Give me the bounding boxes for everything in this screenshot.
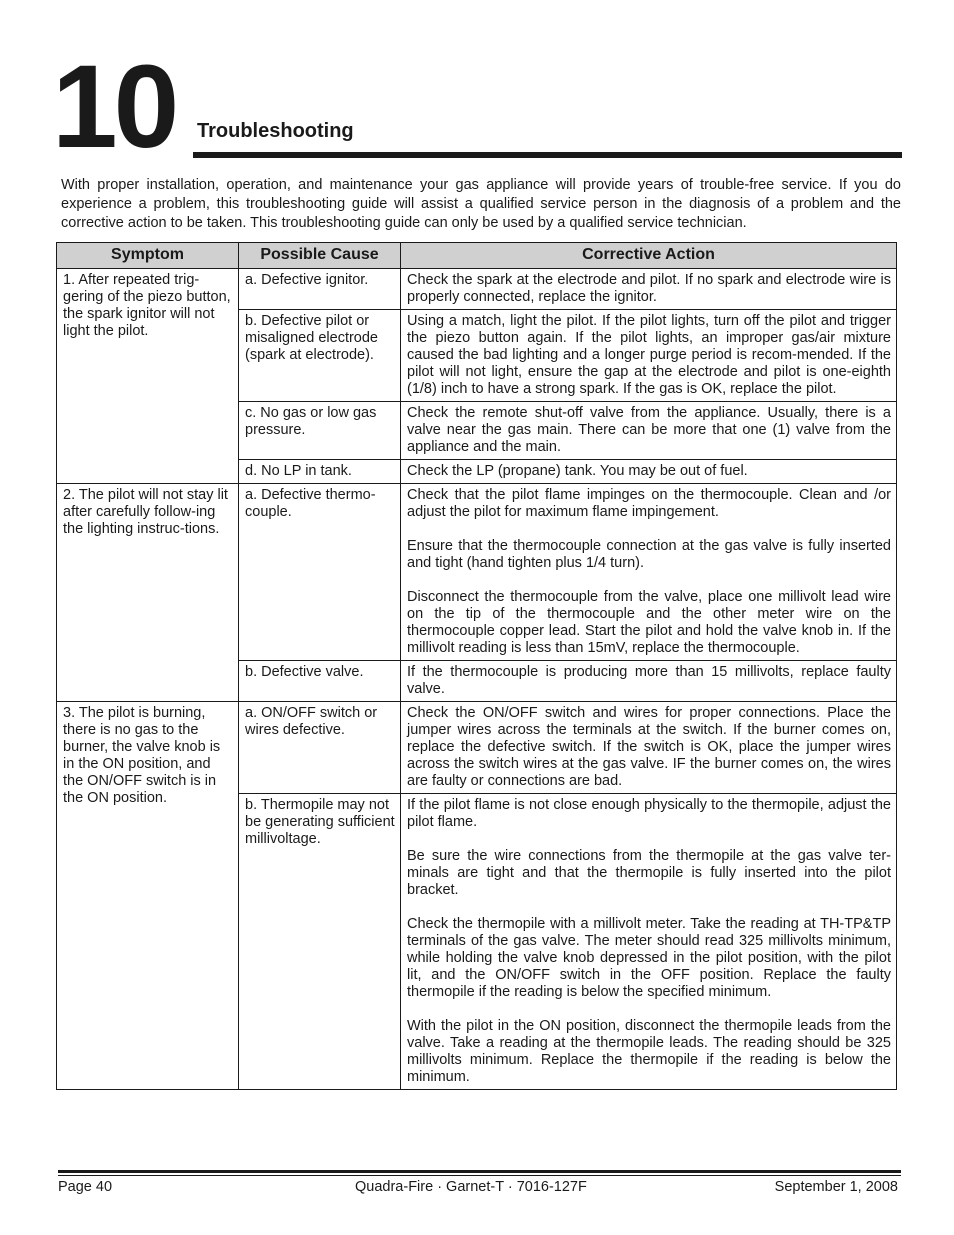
action-cell xyxy=(401,402,897,460)
action-text: Check the thermopile with a millivolt meter. Take the reading at TH-TP&TP terminals of the gas valve. The meter should read 325 millivolts minimum, while holding the valve knob depressed in the pilot position, with the pilot lit, and the ON/OFF switch in the OFF position. Replace the faulty thermopile if the reading is below the specified minimum. xyxy=(407,916,891,1000)
footer-page-number: Page 40 xyxy=(58,1179,113,1195)
cause-cell: a. ON/OFF switch or wires defective. xyxy=(239,702,401,794)
action-cell xyxy=(401,702,897,794)
action-text: Be sure the wire connections from the thermopile at the gas valve ter-minals are tight and that the thermopile is fully inserted into the pilot bracket. xyxy=(407,848,891,898)
action-text: Check the ON/OFF switch and wires for proper connections. Place the jumper wires across the terminals at the switch. If the burner comes on, replace the defective switch. If the switch is OK, place the jumper wires across the switch wires at the gas valve. IF the burner comes on, the wires are faulty or connections are bad. xyxy=(407,705,891,789)
action-text: Check that the pilot flame impinges on the thermocouple. Clean and /or adjust the pilot for maximum flame impingement. xyxy=(407,487,891,520)
title-rule xyxy=(193,152,902,158)
footer-document-id: Quadra-Fire · Garnet-T · 7016-127F xyxy=(355,1179,587,1195)
header-symptom: Symptom xyxy=(57,243,239,269)
action-cell xyxy=(401,460,897,484)
action-cell xyxy=(401,269,897,310)
cause-cell: a. Defective ignitor. xyxy=(239,269,401,310)
table-header-row xyxy=(57,243,897,269)
table-row xyxy=(57,484,897,661)
chapter-number: 10 xyxy=(52,41,176,173)
footer-rule-thick xyxy=(58,1170,901,1173)
action-text: Using a match, light the pilot. If the pilot lights, turn off the pilot and trigger the piezo button again. If the pilot lights, an improper gas/air mixture caused the bad lighting and a longer purge period is recom-mended. If the pilot will not light, ensure the gap at the electrode and pilot is one-eighth (1/8) inch to have a strong spark. If the gas is OK, replace the pilot. xyxy=(407,313,891,397)
header-possible-cause: Possible Cause xyxy=(239,243,401,269)
action-text: Check the LP (propane) tank. You may be out of fuel. xyxy=(407,463,748,479)
action-cell xyxy=(401,794,897,1090)
action-text: If the thermocouple is producing more than 15 millivolts, replace faulty valve. xyxy=(407,664,891,697)
action-text: With the pilot in the ON position, disconnect the thermopile leads from the valve. Take a reading at the thermopile leads. The reading should be 325 millivolts minimum. Replace the thermopile if the reading is below the minimum. xyxy=(407,1018,891,1085)
symptom-cell: 2. The pilot will not stay lit after carefully follow-ing the lighting instruc-tions. xyxy=(57,484,239,702)
action-cell xyxy=(401,310,897,402)
cause-cell: b. Defective pilot or misaligned electrode (spark at electrode). xyxy=(239,310,401,402)
table-row xyxy=(57,702,897,794)
action-text: Disconnect the thermocouple from the valve, place one millivolt lead wire on the tip of the thermocouple and the other meter wire on the thermocouple copper lead. Start the pilot and hold the valve knob in. If the millivolt reading is less than 15mV, replace the thermocouple. xyxy=(407,589,891,656)
action-text: Check the spark at the electrode and pilot. If no spark and electrode wire is properly connected, replace the ignitor. xyxy=(407,272,891,305)
action-text: Check the remote shut-off valve from the appliance. Usually, there is a valve near the gas main. There can be more that one (1) valve from the appliance and the main. xyxy=(407,405,891,455)
footer-rule-thin xyxy=(58,1175,901,1176)
footer-date: September 1, 2008 xyxy=(774,1179,898,1195)
action-cell xyxy=(401,484,897,661)
cause-cell: d. No LP in tank. xyxy=(239,460,401,484)
table-row xyxy=(57,269,897,310)
cause-cell: b. Thermopile may not be generating sufficient millivoltage. xyxy=(239,794,401,1090)
symptom-cell: 1. After repeated trig-gering of the piezo button, the spark ignitor will not light the pilot. xyxy=(57,269,239,484)
cause-cell: a. Defective thermo-couple. xyxy=(239,484,401,661)
header-corrective-action: Corrective Action xyxy=(401,243,897,269)
symptom-cell: 3. The pilot is burning, there is no gas to the burner, the valve knob is in the ON position, and the ON/OFF switch is in the ON position. xyxy=(57,702,239,1090)
action-text: Ensure that the thermocouple connection at the gas valve is fully inserted and tight (hand tighten plus 1/4 turn). xyxy=(407,538,891,571)
action-cell xyxy=(401,661,897,702)
intro-paragraph: With proper installation, operation, and maintenance your gas appliance will provide years of trouble-free service. If you do experience a problem, this troubleshooting guide will assist a qualified service person in the diagnosis of a problem and the corrective action to be taken. This troubleshooting guide can only be used by a qualified service technician. xyxy=(61,177,901,231)
troubleshooting-table xyxy=(56,242,897,1090)
cause-cell: c. No gas or low gas pressure. xyxy=(239,402,401,460)
cause-cell: b. Defective valve. xyxy=(239,661,401,702)
chapter-title: Troubleshooting xyxy=(197,120,354,142)
action-text: If the pilot flame is not close enough physically to the thermopile, adjust the pilot flame. xyxy=(407,797,891,830)
